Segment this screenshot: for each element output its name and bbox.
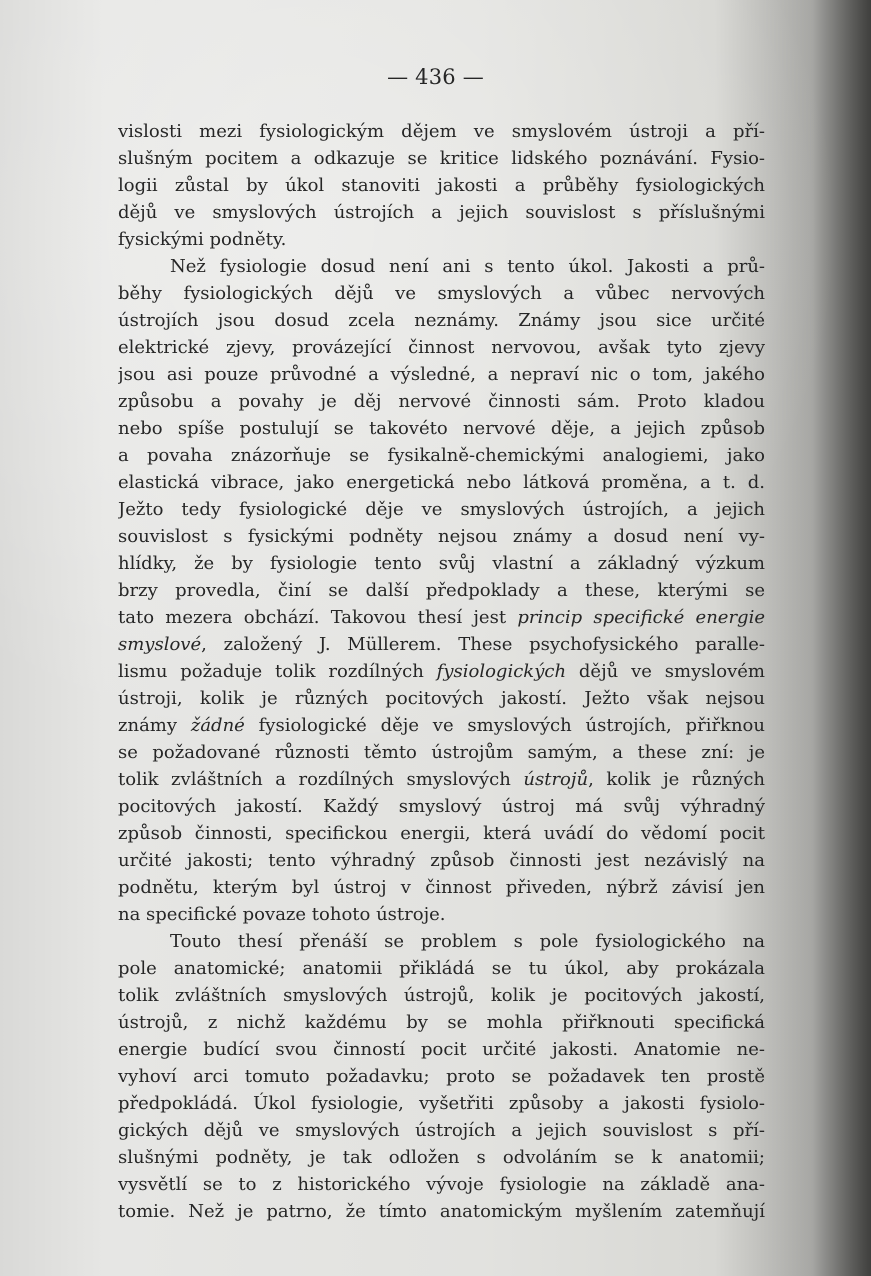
text-line (118, 280, 765, 307)
text-segment: běhy fysiologických dějů ve smyslových a vůbec nervových (118, 283, 765, 304)
text-line (118, 469, 765, 496)
text-segment: hlídky, že by fysiologie tento svůj vlastní a základný výzkum (118, 553, 765, 574)
text-line (118, 1198, 765, 1225)
text-segment: Ježto tedy fysiologické děje ve smyslových ústrojích, a jejich (118, 499, 765, 520)
text-segment: fysiologické děje ve smyslových ústrojích, přiřknou (244, 715, 765, 736)
text-segment: tomie. Než je patrno, že tímto anatomickým myšlením zatemňují (118, 1201, 765, 1222)
text-line (118, 415, 765, 442)
text-segment: tato mezera obchází. Takovou thesí jest (118, 607, 518, 628)
text-segment: ústroji, kolik je různých pocitových jakostí. Ježto však nejsou (118, 688, 765, 709)
text-segment: energie budící svou činností pocit určité jakosti. Anatomie ne- (118, 1039, 765, 1060)
text-line (118, 388, 765, 415)
text-line (118, 982, 765, 1009)
text-segment: vysvětlí se to z historického vývoje fysiologie na základě ana- (118, 1174, 765, 1195)
text-line (118, 658, 765, 685)
text-line (118, 118, 765, 145)
text-segment: dějů ve smyslovém (566, 661, 765, 682)
text-segment: fysickými podněty. (118, 229, 287, 250)
text-line (118, 631, 765, 658)
text-segment: vislosti mezi fysiologickým dějem ve smyslovém ústroji a pří- (118, 121, 765, 142)
text-segment: na specifické povaze tohoto ústroje. (118, 904, 446, 925)
italic-text-segment: ústrojů (523, 769, 589, 790)
text-segment: Než fysiologie dosud není ani s tento úkol. Jakosti a prů- (170, 256, 765, 277)
text-segment: logii zůstal by úkol stanoviti jakosti a průběhy fysiologických (118, 175, 765, 196)
text-line (118, 874, 765, 901)
text-segment: jsou asi pouze průvodné a výsledné, a nepraví nic o tom, jakého (118, 364, 765, 385)
text-line (118, 604, 765, 631)
text-line (118, 1063, 765, 1090)
text-line (118, 361, 765, 388)
text-segment: vyhoví arci tomuto požadavku; proto se požadavek ten prostě (118, 1066, 765, 1087)
text-segment: se požadované různosti těmto ústrojům samým, a these zní: je (118, 742, 765, 763)
text-segment: brzy provedla, činí se další předpoklady a these, kterými se (118, 580, 765, 601)
text-line (118, 955, 765, 982)
text-line (118, 199, 765, 226)
italic-text-segment: žádné (190, 715, 245, 736)
text-segment: ústrojích jsou dosud zcela neznámy. Známy jsou sice určité (118, 310, 765, 331)
text-segment: způsob činnosti, specifickou energii, která uvádí do vědomí pocit (118, 823, 765, 844)
text-line (118, 226, 765, 253)
text-line (118, 145, 765, 172)
body-text (118, 118, 765, 1225)
text-line (118, 172, 765, 199)
text-line (118, 496, 765, 523)
text-segment: a povaha znázorňuje se fysikalně-chemickými analogiemi, jako (118, 445, 765, 466)
text-segment: Touto thesí přenáší se problem s pole fysiologického na (170, 931, 765, 952)
text-segment: nebo spíše postulují se takovéto nervové děje, a jejich způsob (118, 418, 765, 439)
italic-text-segment: fysiologických (436, 661, 567, 682)
text-segment: slušným pocitem a odkazuje se kritice lidského poznávání. Fysio- (118, 148, 765, 169)
text-segment: souvislost s fysickými podněty nejsou známy a dosud není vy- (118, 526, 765, 547)
text-line (118, 334, 765, 361)
text-segment: dějů ve smyslových ústrojích a jejich souvislost s příslušnými (118, 202, 765, 223)
text-line (118, 1144, 765, 1171)
page-number: — 436 — (387, 65, 484, 89)
text-segment: , založený J. Müllerem. These psychofysického paralle- (201, 634, 765, 655)
text-segment: známy (118, 715, 191, 736)
text-line (118, 442, 765, 469)
text-segment: určité jakosti; tento výhradný způsob činnosti jest nezávislý na (118, 850, 765, 871)
text-segment: způsobu a povahy je děj nervové činnosti sám. Proto kladou (118, 391, 765, 412)
text-segment: podnětu, kterým byl ústroj v činnost přiveden, nýbrž závisí jen (118, 877, 765, 898)
text-line (118, 685, 765, 712)
text-line (118, 253, 765, 280)
text-segment: předpokládá. Úkol fysiologie, vyšetřiti způsoby a jakosti fysiolo- (118, 1093, 765, 1114)
text-line (118, 766, 765, 793)
text-line (118, 307, 765, 334)
text-line (118, 1090, 765, 1117)
italic-text-segment: smyslové (118, 634, 202, 655)
text-line (118, 523, 765, 550)
text-segment: slušnými podněty, je tak odložen s odvoláním se k anatomii; (118, 1147, 765, 1168)
text-line (118, 739, 765, 766)
text-line (118, 901, 765, 928)
text-segment: lismu požaduje tolik rozdílných (118, 661, 437, 682)
text-segment: , kolik je různých (588, 769, 765, 790)
text-segment: elektrické zjevy, provázející činnost nervovou, avšak tyto zjevy (118, 337, 765, 358)
text-line (118, 1117, 765, 1144)
text-line (118, 928, 765, 955)
text-line (118, 1171, 765, 1198)
text-line (118, 1009, 765, 1036)
italic-text-segment: princip specifické energie (517, 607, 765, 628)
text-line (118, 550, 765, 577)
text-segment: pole anatomické; anatomii přikládá se tu úkol, aby prokázala (118, 958, 765, 979)
text-line (118, 793, 765, 820)
text-segment: pocitových jakostí. Každý smyslový ústroj má svůj výhradný (118, 796, 765, 817)
text-line (118, 1036, 765, 1063)
text-segment: gických dějů ve smyslových ústrojích a jejich souvislost s pří- (118, 1120, 765, 1141)
text-line (118, 712, 765, 739)
text-line (118, 820, 765, 847)
text-segment: tolik zvláštních smyslových ústrojů, kolik je pocitových jakostí, (118, 985, 765, 1006)
text-segment: ústrojů, z nichž každému by se mohla přiřknouti specifická (118, 1012, 765, 1033)
page-edge-shadow (813, 0, 871, 1276)
text-line (118, 847, 765, 874)
text-segment: elastická vibrace, jako energetická nebo látková proměna, a t. d. (118, 472, 765, 493)
text-line (118, 577, 765, 604)
text-segment: tolik zvláštních a rozdílných smyslových (118, 769, 524, 790)
